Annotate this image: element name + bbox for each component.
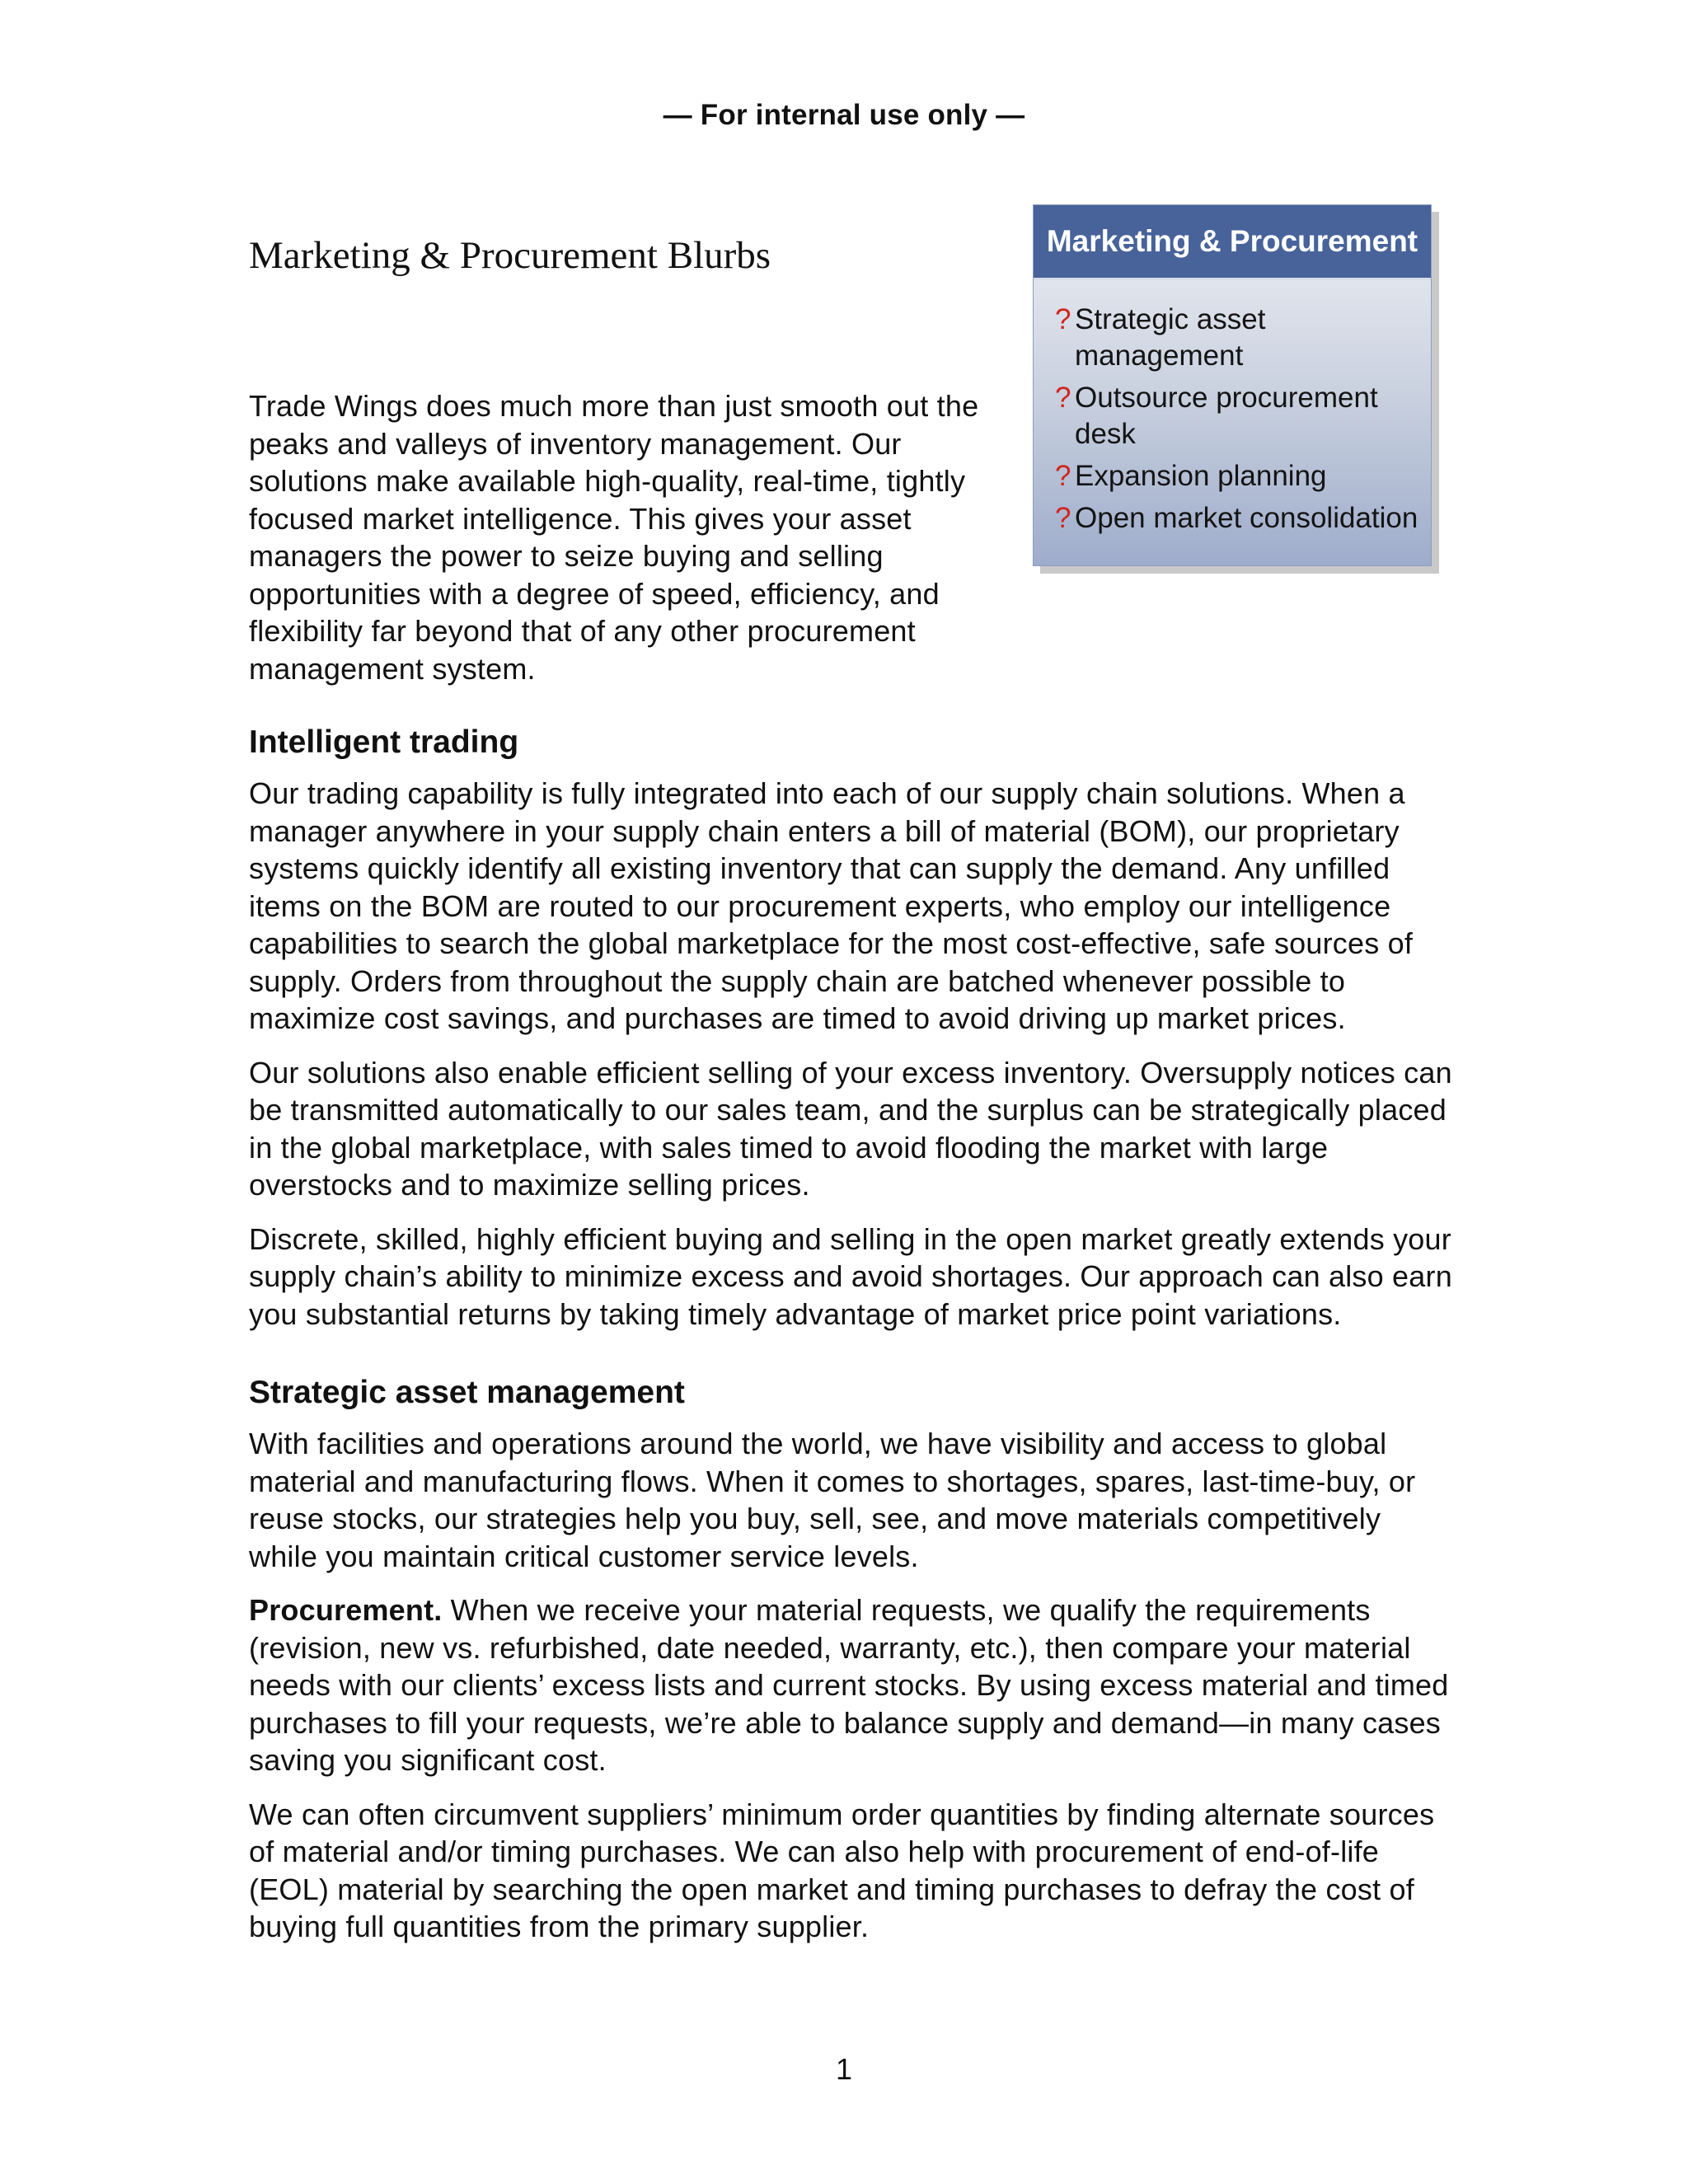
section-intelligent-trading (249, 722, 1452, 1333)
page-number: 1 (835, 2052, 853, 2086)
sidebar-item-label: Open market consolidation (1075, 502, 1418, 534)
paragraph: Our solutions also enable efficient selling of your excess inventory. Oversupply notices can be transmitted automatically to our sales team, and the surplus can be strategically placed in the global marketplace, with sales timed to avoid flooding the market with large overstocks and to maximize selling prices. (249, 1055, 1452, 1202)
paragraph: We can often circumvent suppliers’ minimum order quantities by finding alternate sources of material and/or timing purchases. We can also help with procurement of end-of-life (EOL) material by searching the open market and timing purchases to defray the cost of buying full quantities from the primary supplier. (249, 1797, 1435, 1943)
sidebar-item-label: Expansion planning (1075, 460, 1327, 492)
procurement-paragraph (249, 1591, 1452, 1779)
section-heading: Strategic asset management (249, 1375, 685, 1410)
section-strategic-asset-management (249, 1372, 1452, 1946)
question-mark-bullet-icon: ? (1055, 382, 1071, 414)
paragraph: Discrete, skilled, highly efficient buying and selling in the open market greatly extends your supply chain’s ability to minimize excess and avoid shortages. Our approach can also earn you substantial returns by taking timely advantage of market price point variations. (249, 1221, 1452, 1331)
question-mark-bullet-icon: ? (1055, 460, 1071, 492)
paragraph: Our trading capability is fully integrated into each of our supply chain solutions. When a manager anywhere in your supply chain enters a bill of material (BOM), our proprietary systems quickly identify all existing inventory that can supply the demand. Any unfilled items on the BOM are routed to our procurement experts, who employ our intelligence capabilities to search the global marketplace for the most cost-effective, safe sources of supply. Orders from throughout the supply chain are batched whenever possible to maximize cost savings, and purchases are timed to avoid driving up market prices. (249, 776, 1414, 1035)
question-mark-bullet-icon: ? (1055, 303, 1071, 335)
document-body (249, 231, 1452, 1962)
question-mark-bullet-icon: ? (1055, 502, 1071, 534)
sidebar-item-label: Outsource procurement desk (1075, 382, 1378, 450)
procurement-lead: Procurement. (249, 1593, 443, 1627)
intro-paragraph: Trade Wings does much more than just smooth out the peaks and valleys of inventory management. Our solutions make available high-quality, real-time, tightly focused market intelligence. This gives your asset managers the power to seize buying and selling opportunities with a degree of speed, efficiency, and flexibility far beyond that of any other procurement management system. (249, 389, 979, 686)
section-heading: Intelligent trading (249, 724, 519, 760)
sidebar-item-label: Strategic asset management (1075, 303, 1266, 372)
sidebar-title: Marketing & Procurement (1034, 205, 1431, 280)
paragraph: With facilities and operations around the world, we have visibility and access to global material and manufacturing flows. When it comes to shortages, spares, last-time-buy, or reuse stocks, our strategies help you buy, sell, see, and move materials competitively while you maintain critical customer service levels. (249, 1427, 1416, 1573)
intro-section (249, 387, 1007, 687)
internal-use-banner: — For internal use only — (663, 99, 1025, 131)
page-title: Marketing & Procurement Blurbs (249, 234, 771, 277)
procurement-text: When we receive your material requests, we qualify the requirements (revision, new vs. refurbished, date needed, warranty, etc.), then compare your material needs with our clients’ excess lists and current stocks. By using excess material and timed purchases to fill your requests, we’re able to balance supply and demand—in many cases saving you significant cost. (249, 1593, 1449, 1777)
